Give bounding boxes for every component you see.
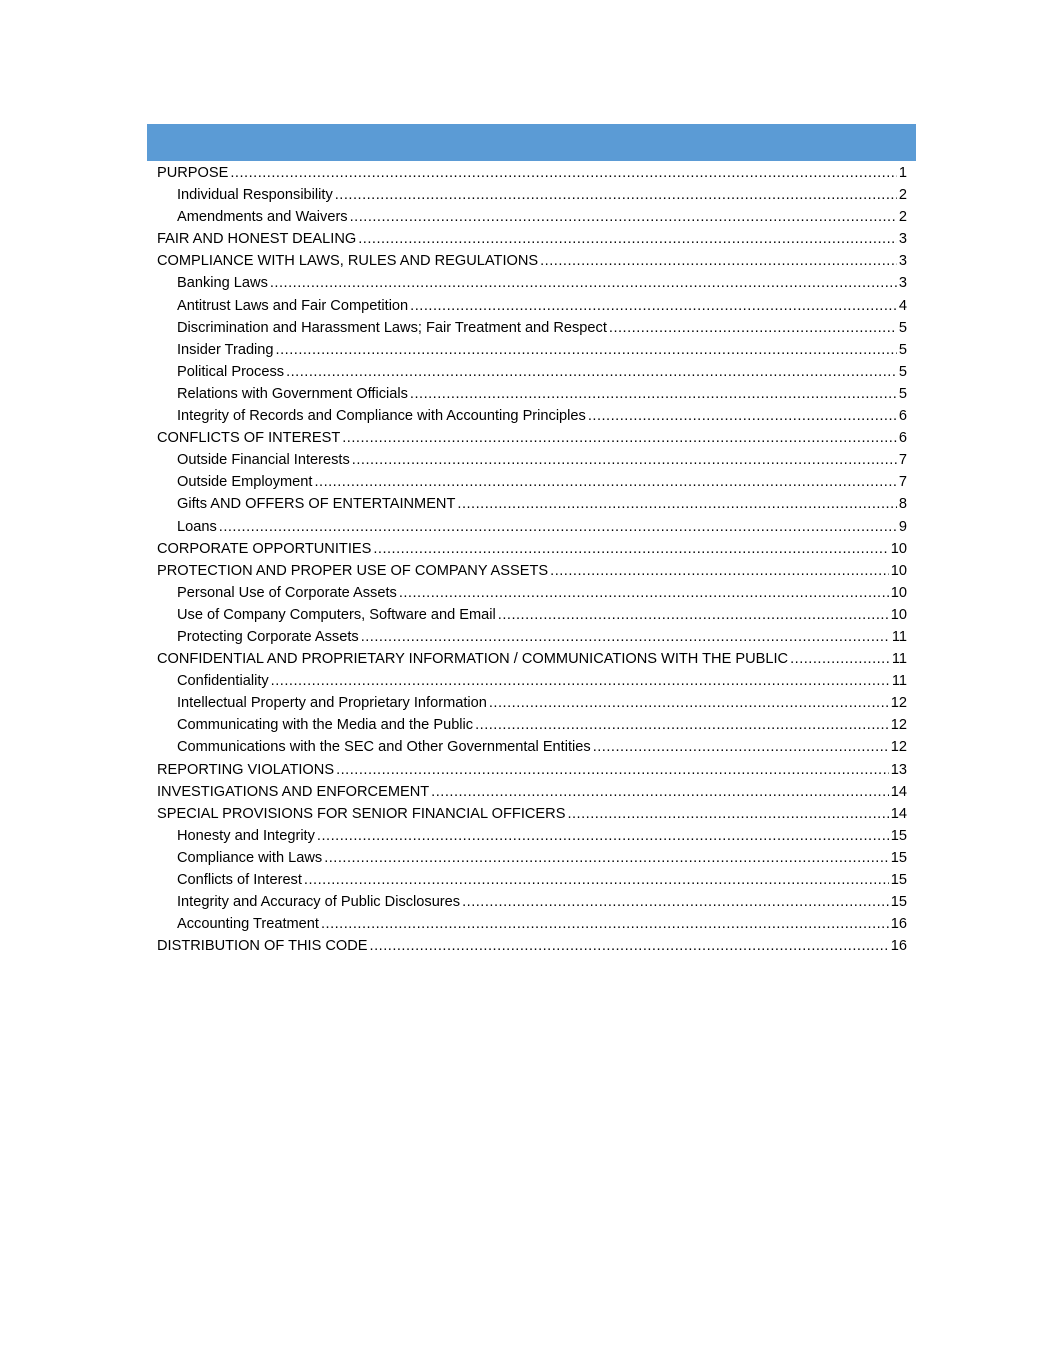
toc-entry[interactable]	[157, 670, 907, 692]
toc-entry-title: CONFLICTS OF INTEREST	[157, 430, 341, 447]
toc-dot-leader	[588, 405, 897, 427]
toc-dot-leader	[230, 162, 897, 184]
toc-entry[interactable]	[157, 692, 907, 714]
toc-entry[interactable]	[157, 803, 907, 825]
toc-entry-title: Protecting Corporate Assets	[177, 628, 359, 645]
toc-dot-leader	[304, 869, 889, 891]
toc-entry-page-number: 12	[890, 717, 907, 734]
toc-dot-leader	[540, 250, 897, 272]
toc-entry-page-number: 15	[890, 827, 907, 844]
toc-entry[interactable]	[157, 869, 907, 891]
toc-dot-leader	[593, 736, 889, 758]
toc-dot-leader	[219, 516, 897, 538]
toc-entry-title: CONFIDENTIAL AND PROPRIETARY INFORMATION / COMMUNICATIONS WITH THE PUBLIC	[157, 651, 789, 668]
toc-entry[interactable]	[157, 228, 907, 250]
toc-entry[interactable]	[157, 449, 907, 471]
toc-dot-leader	[475, 714, 889, 736]
toc-entry[interactable]	[157, 935, 907, 957]
toc-entry-title: Communications with the SEC and Other Governmental Entities	[177, 739, 591, 756]
toc-entry-title: Use of Company Computers, Software and Email	[177, 606, 496, 623]
toc-entry-page-number: 6	[898, 408, 907, 425]
toc-dot-leader	[399, 582, 889, 604]
toc-entry-page-number: 10	[890, 562, 907, 579]
toc-dot-leader	[276, 339, 897, 361]
toc-entry[interactable]	[157, 759, 907, 781]
toc-entry-page-number: 15	[890, 849, 907, 866]
toc-entry-title: REPORTING VIOLATIONS	[157, 761, 335, 778]
toc-entry-page-number: 15	[890, 872, 907, 888]
toc-entry-title: COMPLIANCE WITH LAWS, RULES AND REGULATIONS	[157, 253, 539, 270]
toc-entry-page-number: 16	[890, 916, 907, 933]
toc-entry[interactable]	[157, 626, 907, 648]
toc-entry-page-number: 3	[898, 275, 907, 292]
toc-entry-page-number: 14	[890, 783, 907, 800]
toc-dot-leader	[336, 759, 889, 781]
toc-entry-page-number: 9	[898, 518, 907, 535]
toc-entry[interactable]	[157, 383, 907, 405]
toc-entry-title: SPECIAL PROVISIONS FOR SENIOR FINANCIAL OFFICERS	[157, 805, 566, 822]
toc-dot-leader	[270, 272, 897, 294]
toc-entry[interactable]	[157, 604, 907, 626]
toc-entry-title: Confidentiality	[177, 673, 269, 690]
table-of-contents	[157, 162, 907, 957]
toc-entry[interactable]	[157, 847, 907, 869]
toc-entry-title: Compliance with Laws	[177, 849, 323, 866]
toc-dot-leader	[373, 538, 888, 560]
toc-dot-leader	[324, 847, 889, 869]
toc-entry-title: Individual Responsibility	[177, 187, 333, 204]
toc-entry[interactable]	[157, 471, 907, 493]
toc-entry-page-number: 2	[898, 209, 907, 226]
toc-entry[interactable]	[157, 825, 907, 847]
toc-dot-leader	[321, 913, 889, 935]
toc-entry-page-number: 14	[890, 805, 907, 822]
toc-dot-leader	[271, 670, 890, 692]
toc-dot-leader	[370, 935, 889, 957]
toc-entry-title: Accounting Treatment	[177, 916, 319, 933]
toc-entry-title: CORPORATE OPPORTUNITIES	[157, 540, 372, 557]
toc-entry-page-number: 13	[890, 761, 907, 778]
toc-entry-page-number: 11	[891, 651, 907, 668]
toc-entry-page-number: 12	[890, 739, 907, 756]
toc-dot-leader	[286, 361, 897, 383]
toc-entry-page-number: 8	[898, 496, 907, 513]
toc-dot-leader	[609, 317, 897, 339]
toc-dot-leader	[314, 471, 896, 493]
toc-entry[interactable]	[157, 736, 907, 758]
toc-entry[interactable]	[157, 891, 907, 913]
toc-entry-title: Honesty and Integrity	[177, 827, 315, 844]
toc-entry-title: Outside Employment	[177, 474, 313, 491]
toc-entry-title: Gifts AND OFFERS OF ENTERTAINMENT	[177, 496, 456, 513]
toc-entry-title: Banking Laws	[177, 275, 268, 292]
toc-entry[interactable]	[157, 781, 907, 803]
toc-entry-title: Conflicts of Interest	[177, 872, 302, 888]
toc-entry-page-number: 3	[898, 231, 907, 248]
toc-entry-page-number: 1	[898, 165, 907, 181]
toc-entry-title: Integrity and Accuracy of Public Disclosures	[177, 894, 461, 911]
toc-entry-page-number: 3	[898, 253, 907, 270]
toc-entry[interactable]	[157, 714, 907, 736]
toc-entry[interactable]	[157, 272, 907, 294]
toc-dot-leader	[550, 560, 889, 582]
toc-entry[interactable]	[157, 913, 907, 935]
toc-entry-title: Integrity of Records and Compliance with Accounting Principles	[177, 408, 586, 425]
toc-entry[interactable]	[157, 538, 907, 560]
toc-entry-page-number: 7	[898, 474, 907, 491]
toc-entry-title: INVESTIGATIONS AND ENFORCEMENT	[157, 783, 430, 800]
toc-entry[interactable]	[157, 250, 907, 272]
toc-entry-title: PURPOSE	[157, 165, 229, 181]
toc-entry-page-number: 11	[891, 673, 907, 690]
toc-dot-leader	[335, 184, 897, 206]
toc-entry-page-number: 15	[890, 894, 907, 911]
toc-entry-title: Insider Trading	[177, 341, 274, 358]
toc-entry-title: Amendments and Waivers	[177, 209, 348, 226]
toc-entry-title: Antitrust Laws and Fair Competition	[177, 297, 409, 314]
toc-entry-title: Communicating with the Media and the Public	[177, 717, 474, 734]
toc-entry[interactable]	[157, 582, 907, 604]
toc-entry-page-number: 4	[898, 297, 907, 314]
toc-entry[interactable]	[157, 361, 907, 383]
toc-entry-title: FAIR AND HONEST DEALING	[157, 231, 357, 248]
toc-entry-page-number: 10	[890, 584, 907, 601]
toc-dot-leader	[317, 825, 889, 847]
toc-dot-leader	[350, 206, 897, 228]
toc-entry[interactable]	[157, 427, 907, 449]
toc-dot-leader	[489, 692, 889, 714]
toc-header-bar	[147, 124, 916, 161]
toc-entry-page-number: 5	[898, 319, 907, 336]
toc-entry-page-number: 5	[898, 385, 907, 402]
toc-dot-leader	[567, 803, 888, 825]
toc-entry-page-number: 5	[898, 363, 907, 380]
toc-dot-leader	[790, 648, 890, 670]
toc-entry-title: Loans	[177, 518, 217, 535]
toc-dot-leader	[342, 427, 897, 449]
toc-entry-page-number: 12	[890, 695, 907, 712]
toc-entry-title: PROTECTION AND PROPER USE OF COMPANY ASSETS	[157, 562, 549, 579]
toc-entry[interactable]	[157, 560, 907, 582]
toc-entry-title: Intellectual Property and Proprietary Information	[177, 695, 487, 712]
toc-entry[interactable]	[157, 493, 907, 515]
toc-entry[interactable]	[157, 648, 907, 670]
toc-entry-page-number: 6	[898, 430, 907, 447]
toc-dot-leader	[457, 493, 896, 515]
toc-dot-leader	[410, 295, 897, 317]
toc-entry-page-number: 2	[898, 187, 907, 204]
toc-dot-leader	[352, 449, 897, 471]
toc-entry[interactable]	[157, 516, 907, 538]
toc-entry-title: Political Process	[177, 363, 285, 380]
toc-entry-title: DISTRIBUTION OF THIS CODE	[157, 938, 368, 955]
toc-entry[interactable]	[157, 405, 907, 427]
toc-entry-page-number: 7	[898, 452, 907, 469]
toc-entry[interactable]	[157, 184, 907, 206]
toc-dot-leader	[410, 383, 897, 405]
toc-entry[interactable]	[157, 206, 907, 228]
toc-dot-leader	[462, 891, 889, 913]
toc-entry[interactable]	[157, 295, 907, 317]
toc-entry[interactable]	[157, 339, 907, 361]
toc-entry-page-number: 10	[890, 606, 907, 623]
toc-entry[interactable]	[157, 317, 907, 339]
toc-dot-leader	[358, 228, 897, 250]
toc-entry-page-number: 10	[890, 540, 907, 557]
toc-entry[interactable]	[157, 162, 907, 184]
toc-dot-leader	[498, 604, 889, 626]
toc-dot-leader	[361, 626, 890, 648]
toc-entry-title: Relations with Government Officials	[177, 385, 408, 402]
toc-entry-page-number: 11	[891, 628, 907, 645]
toc-entry-title: Personal Use of Corporate Assets	[177, 584, 397, 601]
toc-dot-leader	[431, 781, 889, 803]
toc-entry-title: Discrimination and Harassment Laws; Fair Treatment and Respect	[177, 319, 607, 336]
toc-entry-page-number: 5	[898, 341, 907, 358]
toc-entry-page-number: 16	[890, 938, 907, 955]
toc-entry-title: Outside Financial Interests	[177, 452, 350, 469]
